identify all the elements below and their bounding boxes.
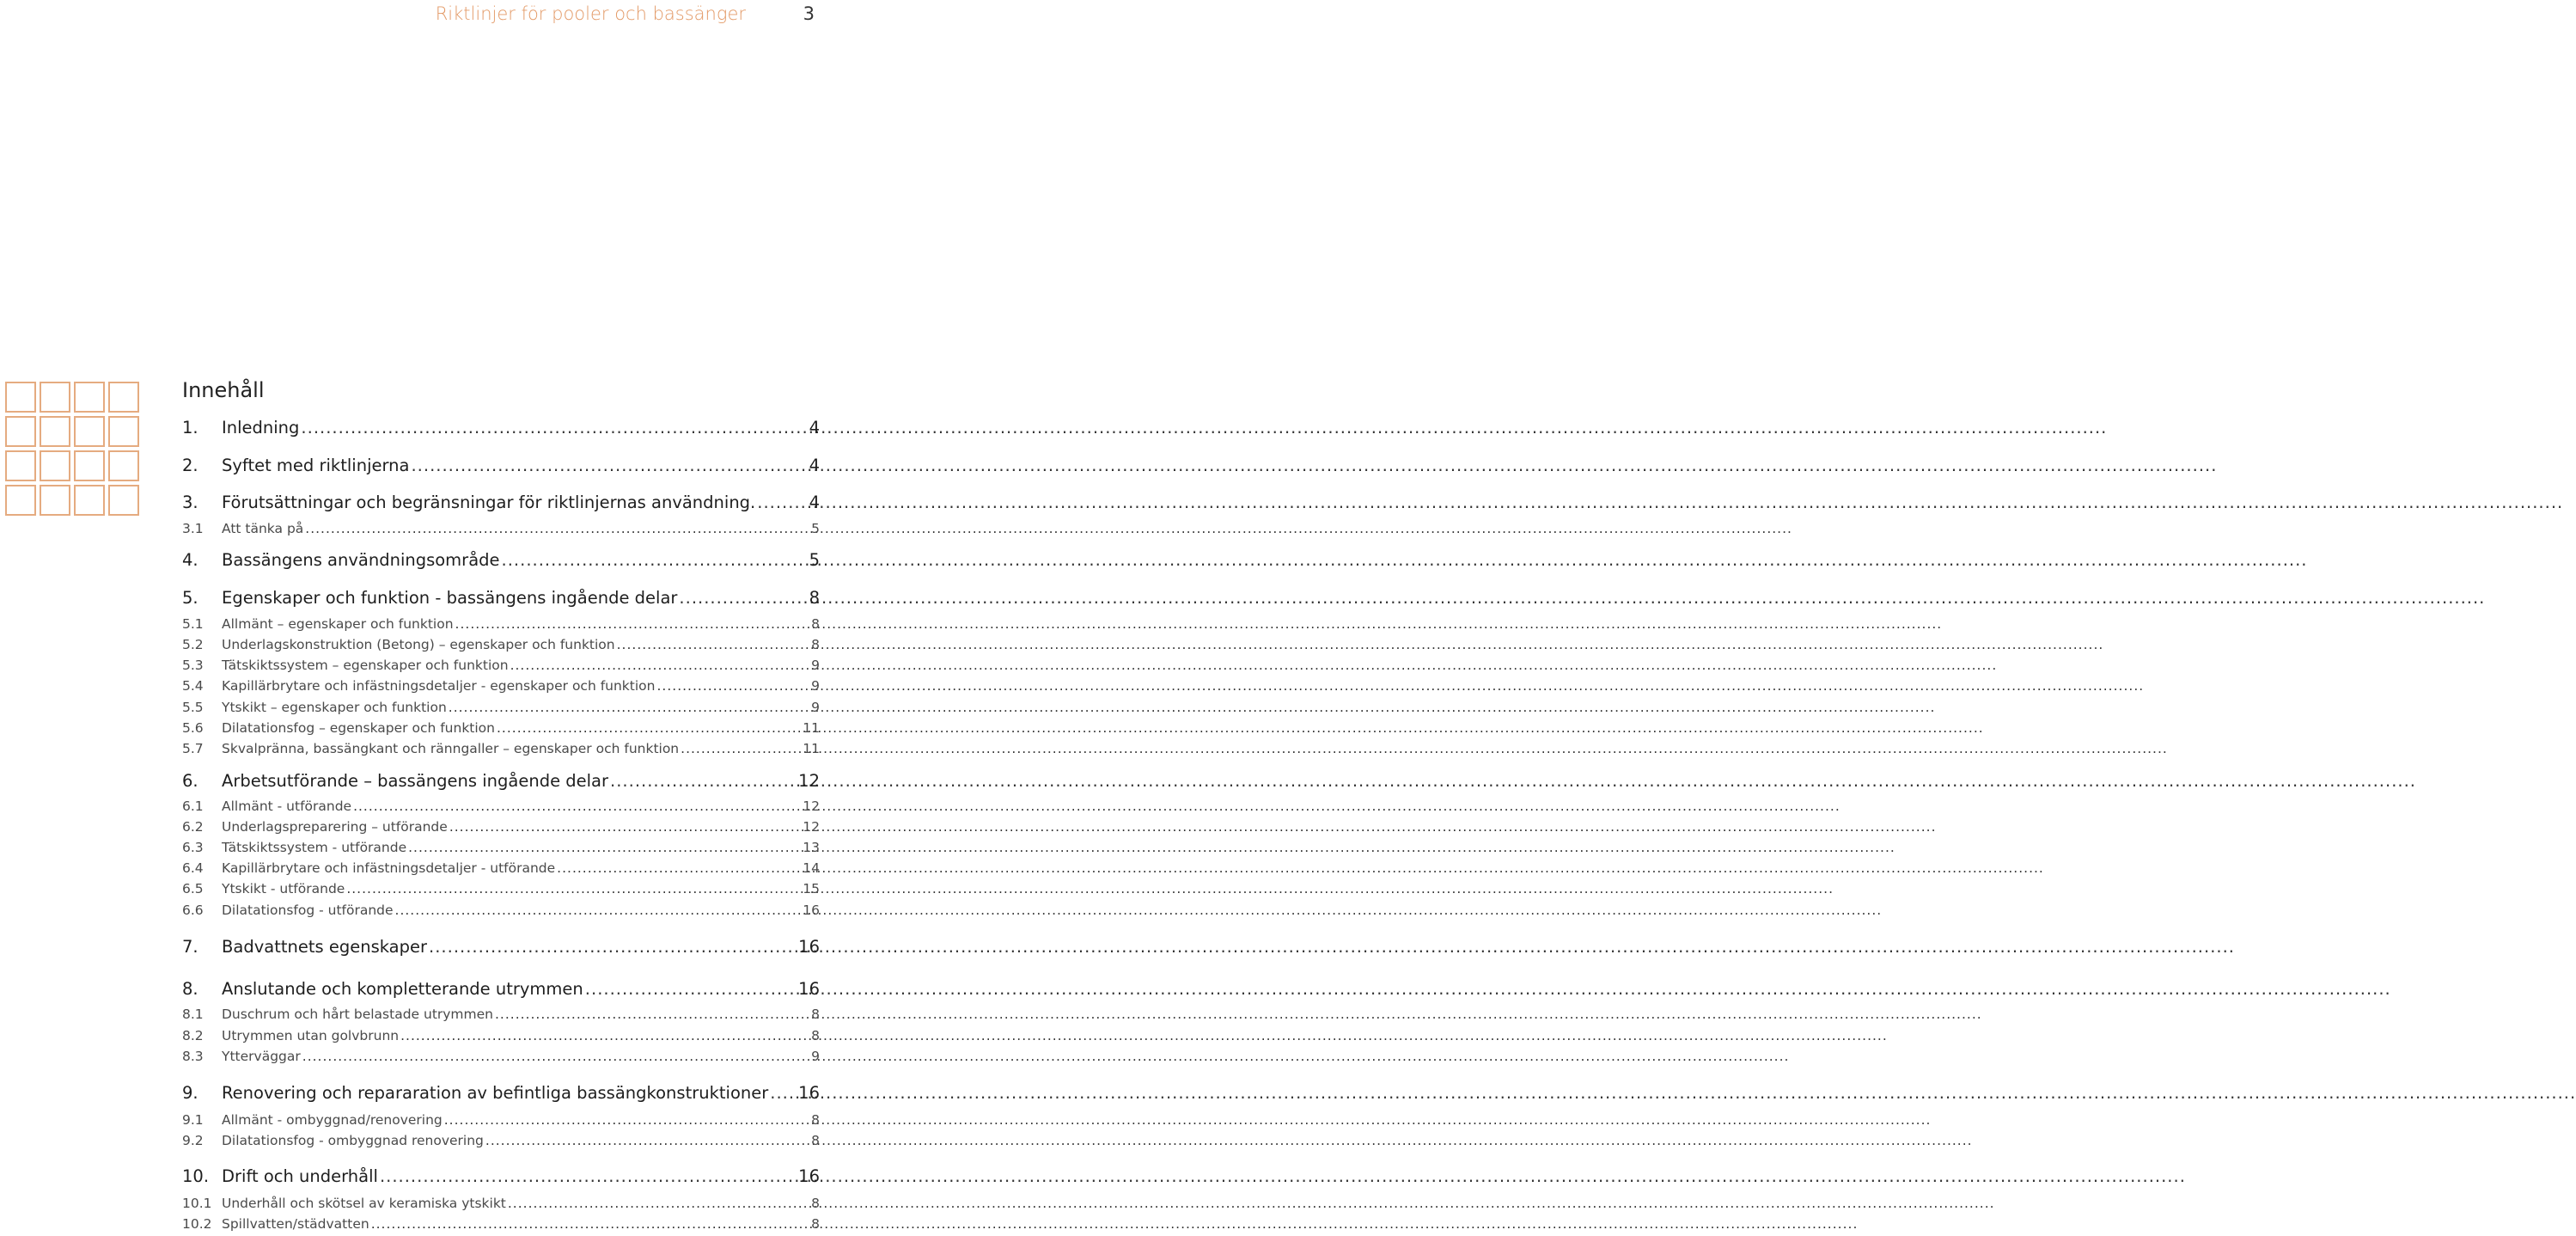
toc-entry[interactable] [182,637,820,652]
toc-entry-page: 8 [811,1196,820,1211]
toc-entry-number: 5.5 [182,700,204,715]
dot-leader [495,1007,809,1022]
toc-entry-page: 16 [798,1166,820,1186]
toc-heading: Innehåll [182,378,265,402]
dot-leader [610,771,797,791]
toc-entry-page: 5 [811,521,820,536]
dot-leader [411,456,807,475]
toc-entry[interactable] [182,700,820,715]
dot-leader [305,521,809,536]
toc-entry[interactable] [182,1083,820,1103]
dot-leader [371,1216,809,1232]
toc-entry[interactable] [182,937,820,957]
toc-entry-label: Arbetsutförande – bassängens ingående delar [222,771,609,791]
toc-entry[interactable] [182,741,820,756]
dot-leader [510,658,810,673]
toc-entry-number: 5.2 [182,637,204,652]
toc-entry[interactable] [182,658,820,673]
dot-leader [408,840,801,855]
dot-leader [485,1133,809,1148]
toc-entry-number: 9.1 [182,1112,204,1128]
dot-leader [455,616,810,632]
toc-entry-number: 10.2 [182,1216,212,1232]
tile [108,416,139,447]
tile [108,485,139,516]
dot-leader [770,1083,797,1103]
toc-entry-number: 6.3 [182,840,204,855]
toc-entry-page: 13 [803,840,820,855]
toc-entry[interactable] [182,771,820,791]
toc-entry-page: 4 [809,456,820,475]
toc-entry-label: Dilatationsfog - utförande [222,903,394,918]
tile [5,416,36,447]
toc-entry-number: 8.1 [182,1007,204,1022]
dot-leader [302,1049,809,1064]
toc-entry-page: 16 [798,979,820,999]
toc-entry-number: 8. [182,979,198,999]
toc-entry-label: Att tänka på [222,521,304,536]
toc-entry-page: 15 [803,881,820,896]
toc-entry[interactable] [182,881,820,896]
toc-entry[interactable] [182,1133,820,1148]
toc-entry-label: Skvalpränna, bassängkant och ränngaller – egenskaper och funktion [222,741,680,756]
tile [74,450,105,481]
toc-entry[interactable] [182,720,820,736]
toc-entry-page: 5 [809,550,820,570]
toc-entry-label: Kapillärbrytare och infästningsdetaljer - egenskaper och funktion [222,678,656,694]
toc-entry[interactable] [182,616,820,632]
toc-entry-number: 9. [182,1083,198,1103]
toc-entry-page: 12 [803,819,820,835]
tile [108,450,139,481]
toc-entry-label: Syftet med riktlinjerna [222,456,410,475]
toc-entry-page: 8 [809,588,820,608]
toc-entry-number: 6.5 [182,881,204,896]
toc-entry-number: 1. [182,418,198,437]
toc-entry[interactable] [182,903,820,918]
tile [74,485,105,516]
toc-entry-page: 12 [798,771,820,791]
toc-entry-label: Bassängens användningsområde [222,550,500,570]
toc-entry[interactable] [182,521,820,536]
toc-entry-page: 9 [811,658,820,673]
toc-entry-page: 8 [811,637,820,652]
toc-entry-label: Utrymmen utan golvbrunn [222,1028,400,1043]
toc-entry[interactable] [182,799,820,814]
toc-entry-label: Underhåll och skötsel av keramiska ytskikt [222,1196,506,1211]
toc-entry-page: 14 [803,860,820,876]
toc-entry-number: 6.1 [182,799,204,814]
toc-entry-number: 2. [182,456,198,475]
toc-entry-label: Drift och underhåll [222,1166,378,1186]
toc-entry-page: 9 [811,700,820,715]
tile [40,382,70,413]
toc-entry[interactable] [182,493,820,512]
dot-leader [585,979,797,999]
toc-entry[interactable] [182,1112,820,1128]
toc-entry-page: 12 [803,799,820,814]
dot-leader [444,1112,809,1128]
toc-entry-number: 10.1 [182,1196,212,1211]
toc-entry[interactable] [182,550,820,570]
toc-entry-number: 8.3 [182,1049,204,1064]
toc-entry-label: Ytterväggar [222,1049,301,1064]
toc-entry-page: 8 [811,1007,820,1022]
toc-entry-page: 16 [798,937,820,957]
toc-entry[interactable] [182,1196,820,1211]
toc-entry-number: 3.1 [182,521,204,536]
toc-entry-page: 4 [809,418,820,437]
toc-entry-number: 5.4 [182,678,204,694]
toc-entry-label: Egenskaper och funktion - bassängens ingående delar [222,588,678,608]
toc-entry-label: Anslutande och kompletterande utrymmen [222,979,583,999]
toc-entry[interactable] [182,860,820,876]
toc-entry[interactable] [182,1166,820,1186]
toc-entry-page: 8 [811,1133,820,1148]
toc-entry-label: Ytskikt – egenskaper och funktion [222,700,447,715]
tile [74,382,105,413]
toc-entry[interactable] [182,678,820,694]
toc-entry-label: Renovering och repararation av befintliga bassängkonstruktioner [222,1083,769,1103]
toc-entry-number: 6. [182,771,198,791]
toc-entry-label: Kapillärbrytare och infästningsdetaljer - utförande [222,860,556,876]
toc-entry-page: 16 [798,1083,820,1103]
toc-entry-label: Duschrum och hårt belastade utrymmen [222,1007,493,1022]
dot-leader [301,418,807,437]
tile [74,416,105,447]
dot-leader [757,493,807,512]
toc-entry-page: 8 [811,1028,820,1043]
toc-entry-number: 5.3 [182,658,204,673]
dot-leader [497,720,801,736]
toc-entry-label: Allmänt - ombyggnad/renovering [222,1112,443,1128]
toc-entry-number: 5.1 [182,616,204,632]
toc-entry-number: 9.2 [182,1133,204,1148]
toc-entry-page: 11 [803,720,820,736]
toc-entry[interactable] [182,1007,820,1022]
dot-leader [395,903,802,918]
toc-entry-number: 8.2 [182,1028,204,1043]
toc-entry-number: 6.6 [182,903,204,918]
tile [40,416,70,447]
dot-leader [679,588,807,608]
toc-entry-label: Underlagspreparering – utförande [222,819,448,835]
document-title: Riktlinjer för pooler och bassänger [435,3,746,24]
dot-leader [353,799,801,814]
toc-entry-label: Allmänt – egenskaper och funktion [222,616,454,632]
page-number: 3 [803,3,815,24]
toc-entry[interactable] [182,1049,820,1064]
toc-entry[interactable] [182,588,820,608]
toc-entry[interactable] [182,840,820,855]
tile [40,450,70,481]
toc-entry[interactable] [182,418,820,437]
toc-entry-number: 5. [182,588,198,608]
dot-leader [508,1196,809,1211]
dot-leader [656,678,809,694]
toc-entry-page: 8 [811,1112,820,1128]
toc-entry-page: 8 [811,1216,820,1232]
toc-entry-page: 9 [811,1049,820,1064]
dot-leader [346,881,801,896]
toc-entry-page: 9 [811,678,820,694]
toc-entry-page: 11 [803,741,820,756]
page-header [0,3,825,29]
tile [108,382,139,413]
tile [5,382,36,413]
toc-entry-label: Förutsättningar och begränsningar för riktlinjernas användning. [222,493,756,512]
dot-leader [617,637,810,652]
toc-entry-label: Badvattnets egenskaper [222,937,428,957]
dot-leader [449,700,809,715]
toc-entry-number: 3. [182,493,198,512]
dot-leader [429,937,797,957]
toc-entry-label: Inledning [222,418,300,437]
toc-entry-page: 4 [809,493,820,512]
toc-entry-label: Underlagskonstruktion (Betong) – egenskaper och funktion [222,637,615,652]
toc-entry[interactable] [182,456,820,475]
toc-entry[interactable] [182,979,820,999]
dot-leader [557,860,801,876]
toc-entry-label: Ytskikt - utförande [222,881,345,896]
toc-entry-label: Allmänt - utförande [222,799,352,814]
toc-entry-label: Spillvatten/städvatten [222,1216,369,1232]
toc-entry[interactable] [182,1216,820,1232]
toc-entry-page: 16 [803,903,820,918]
dot-leader [681,741,801,756]
toc-entry-number: 6.4 [182,860,204,876]
toc-entry-number: 5.7 [182,741,204,756]
toc-entry[interactable] [182,1028,820,1043]
tile-grid-decoration [5,382,139,516]
toc-entry-number: 6.2 [182,819,204,835]
toc-entry-label: Tätskiktssystem - utförande [222,840,407,855]
toc-entry-number: 7. [182,937,198,957]
tile [5,485,36,516]
toc-entry[interactable] [182,819,820,835]
dot-leader [502,550,808,570]
tile [5,450,36,481]
toc-entry-label: Dilatationsfog - ombyggnad renovering [222,1133,484,1148]
toc-entry-number: 10. [182,1166,210,1186]
dot-leader [449,819,801,835]
tile [40,485,70,516]
toc-entry-number: 5.6 [182,720,204,736]
dot-leader [380,1166,797,1186]
toc-entry-page: 8 [811,616,820,632]
toc-entry-number: 4. [182,550,198,570]
toc-entry-label: Dilatationsfog – egenskaper och funktion [222,720,495,736]
dot-leader [400,1028,809,1043]
toc-entry-label: Tätskiktssystem – egenskaper och funktion [222,658,509,673]
